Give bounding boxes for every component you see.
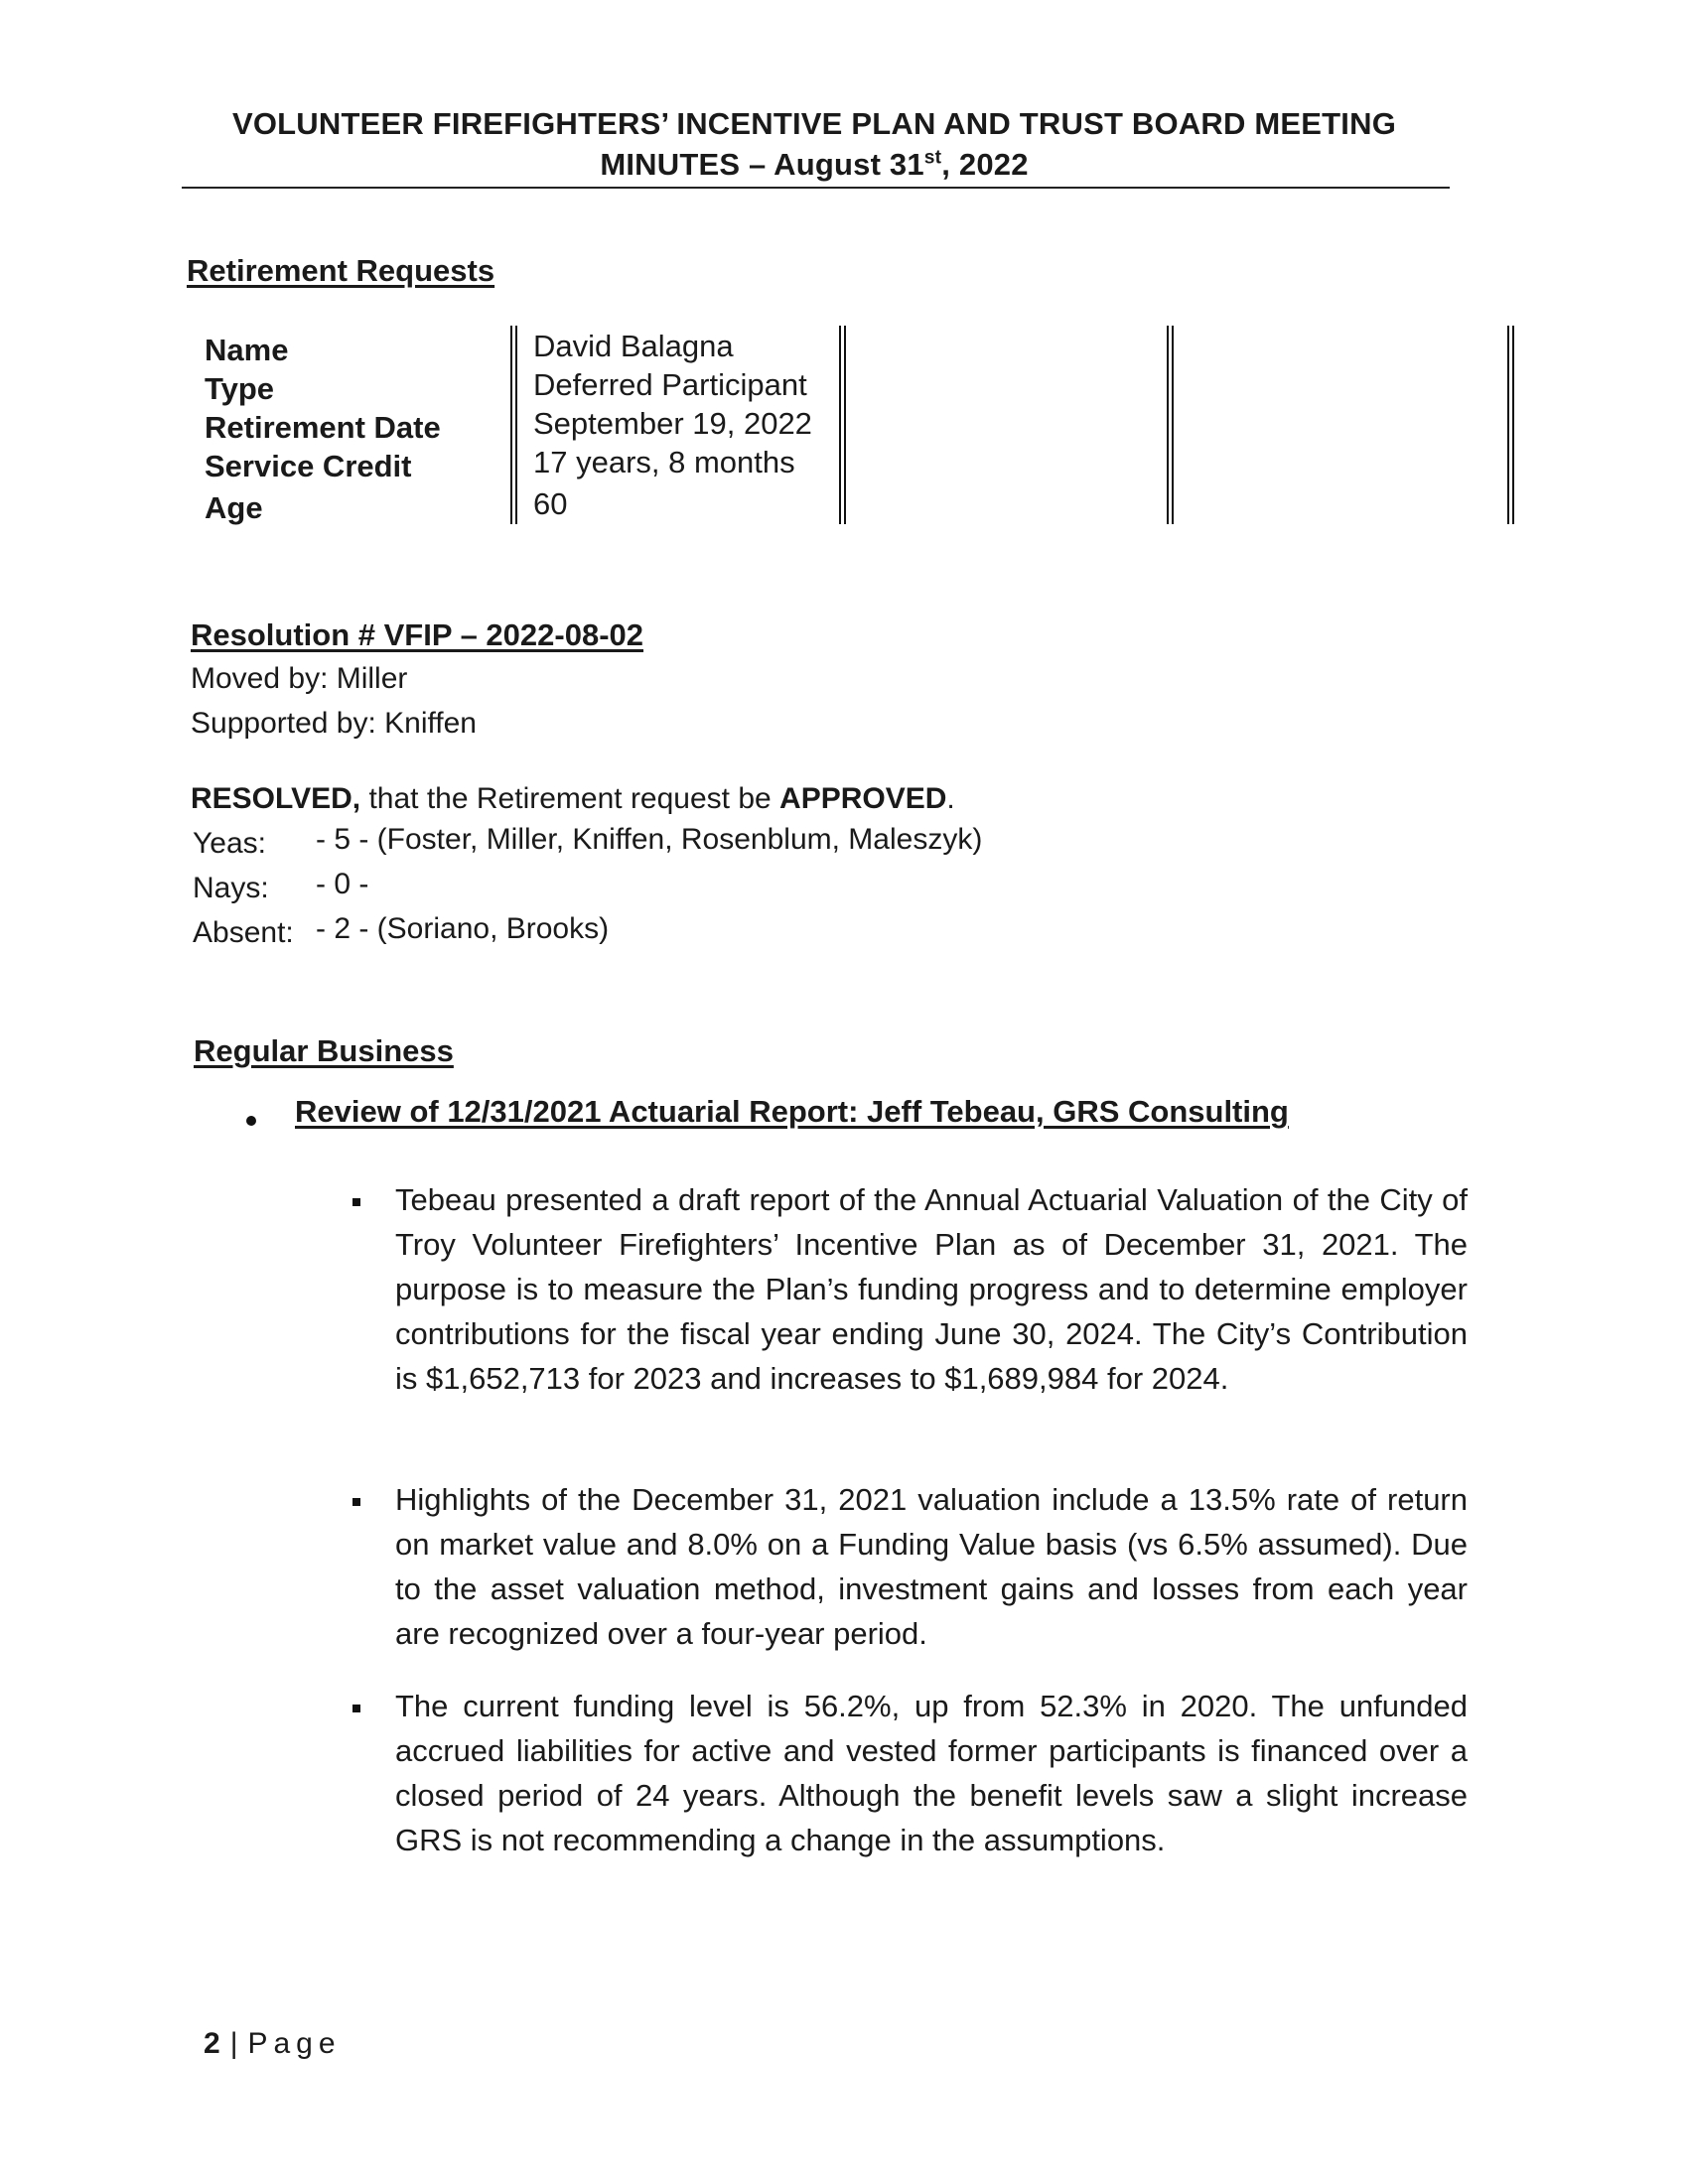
resolved-text: that the Retirement request be: [360, 782, 780, 815]
service-credit-label: Service Credit: [205, 449, 412, 483]
absent-value: - 2 - (Soriano, Brooks): [316, 912, 610, 945]
age-value: 60: [533, 486, 568, 521]
footer-separator: |: [229, 2027, 238, 2060]
table-divider-2: [839, 326, 846, 524]
yeas-value: - 5 - (Foster, Miller, Kniffen, Rosenblum, Maleszyk): [316, 823, 983, 856]
nays-label: Nays:: [193, 872, 269, 904]
retirement-requests-heading: Retirement Requests: [187, 253, 495, 288]
absent-label: Absent:: [193, 916, 294, 949]
actuarial-paragraph-3: The current funding level is 56.2%, up from 52.3% in 2020. The unfunded accrued liabilities for active and vested former participants is financed over a closed period of 24 years. Although the benefit levels saw a slight increase GRS is not recommending a change in the assumptions.: [395, 1689, 1468, 1857]
name-value: David Balagna: [533, 329, 734, 363]
supported-by: Supported by: Kniffen: [191, 707, 477, 740]
actuarial-paragraph-2: Highlights of the December 31, 2021 valuation include a 13.5% rate of return on market value and 8.0% on a Funding Value basis (vs 6.5% assumed). Due to the asset valuation method, investment gains and losses from each year are recognized over a four-year period.: [395, 1482, 1468, 1651]
age-label: Age: [205, 490, 263, 525]
meeting-date-ordinal: st: [923, 147, 942, 169]
name-label: Name: [205, 333, 289, 367]
header-divider: [182, 187, 1450, 189]
resolved-keyword: RESOLVED,: [191, 782, 361, 815]
resolved-statement: [191, 782, 955, 816]
meeting-title: VOLUNTEER FIREFIGHTERS’ INCENTIVE PLAN AND TRUST BOARD MEETING: [231, 106, 1397, 141]
page-footer: [204, 2027, 342, 2061]
type-label: Type: [205, 371, 275, 406]
table-divider-1: [510, 326, 517, 524]
service-credit-value: 17 years, 8 months: [533, 445, 795, 479]
actuarial-paragraph-1: Tebeau presented a draft report of the Annual Actuarial Valuation of the City of Troy Volunteer Firefighters’ Incentive Plan as of December 31, 2021. The purpose is to measure the Plan’s funding progress and to determine employer contributions for the fiscal year ending June 30, 2024. The City’s Contribution is $1,652,713 for 2023 and increases to $1,689,984 for 2024.: [395, 1182, 1468, 1396]
actuarial-report-item-title: Review of 12/31/2021 Actuarial Report: Jeff Tebeau, GRS Consulting: [295, 1094, 1289, 1129]
page-number: 2: [204, 2027, 220, 2060]
square-bullet-icon: [352, 1198, 360, 1206]
type-value: Deferred Participant: [533, 367, 807, 402]
square-bullet-icon: [352, 1498, 360, 1506]
square-bullet-icon: [352, 1705, 360, 1712]
resolved-outcome: APPROVED: [779, 782, 947, 815]
meeting-date-prefix: MINUTES – August 31: [600, 147, 924, 182]
yeas-label: Yeas:: [193, 827, 266, 860]
nays-value: - 0 -: [316, 868, 369, 900]
table-divider-3: [1167, 326, 1174, 524]
table-divider-4: [1507, 326, 1514, 524]
retirement-date-value: September 19, 2022: [533, 406, 812, 441]
retirement-date-label: Retirement Date: [205, 410, 441, 445]
moved-by: Moved by: Miller: [191, 662, 408, 695]
bullet-icon: [246, 1116, 256, 1126]
resolution-heading: Resolution # VFIP – 2022-08-02: [191, 617, 644, 652]
meeting-date-line: [179, 147, 1450, 183]
regular-business-heading: Regular Business: [194, 1033, 454, 1068]
meeting-date-suffix: , 2022: [941, 147, 1029, 182]
resolved-end: .: [946, 782, 955, 815]
page-word: Page: [247, 2027, 342, 2060]
